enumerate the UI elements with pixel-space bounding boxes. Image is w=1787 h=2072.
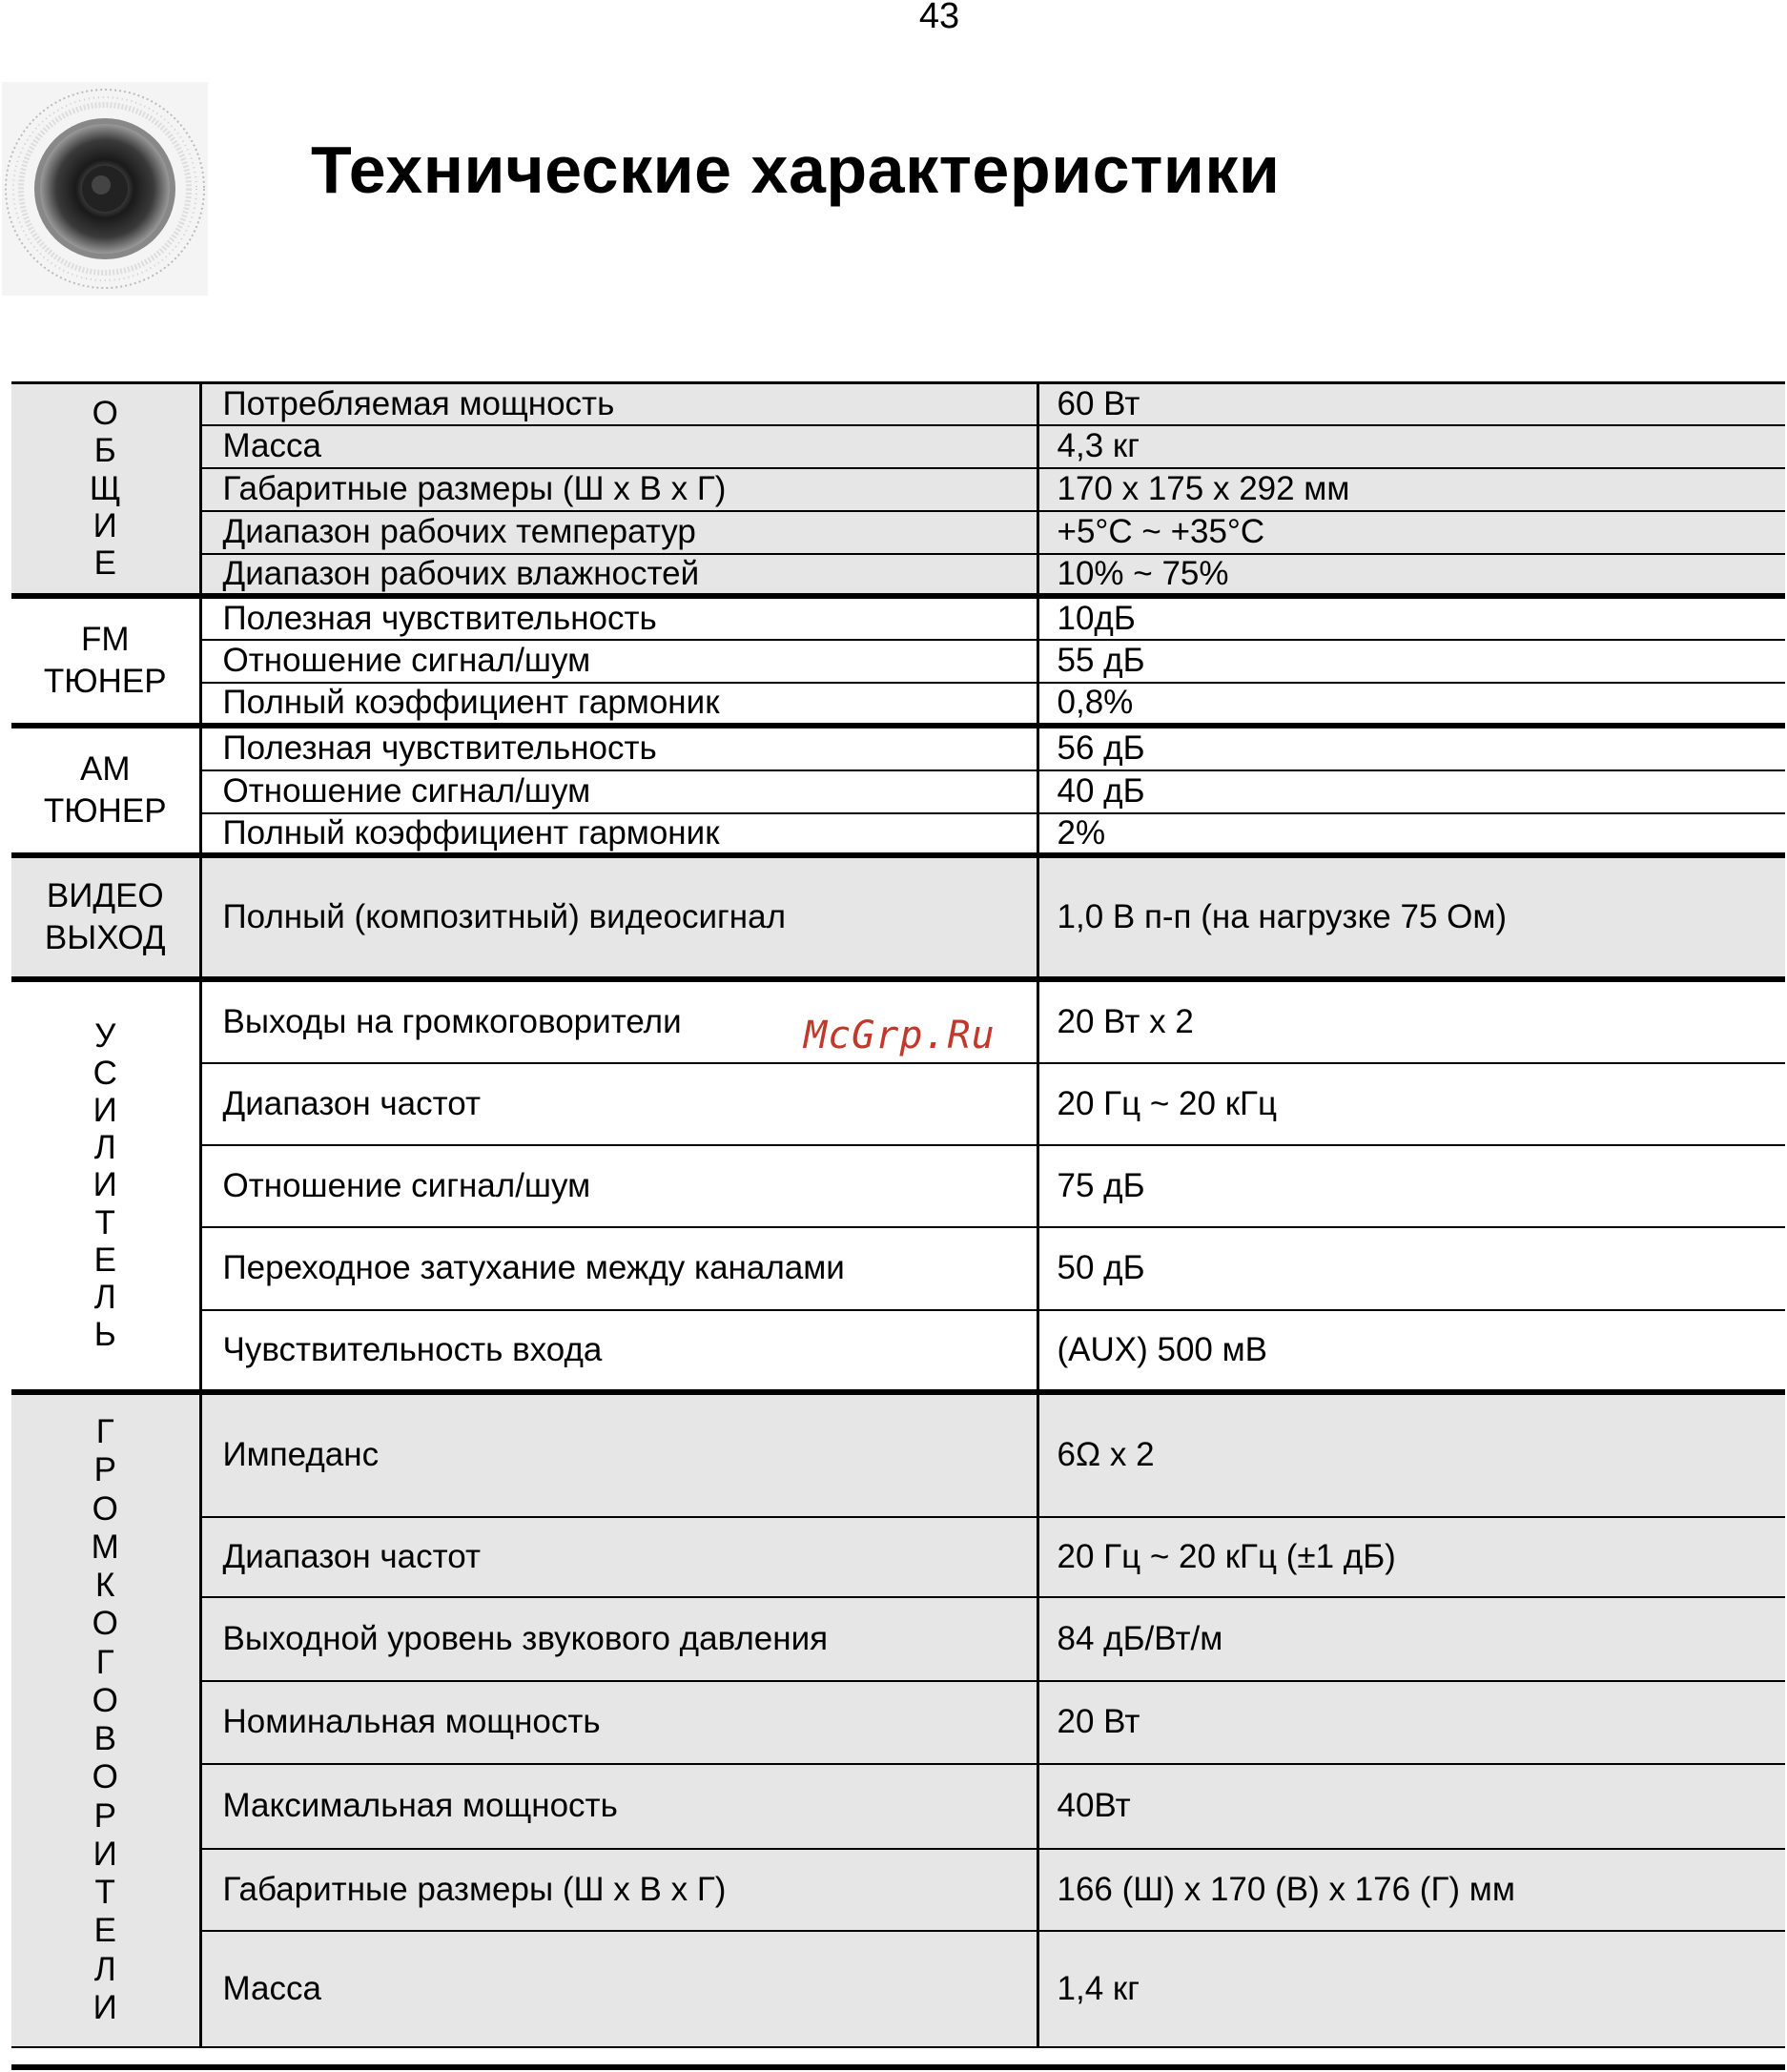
parameter-cell: Диапазон рабочих влажностей (200, 554, 1037, 596)
table-bottom-rule (11, 2064, 1785, 2070)
parameter-cell: Отношение сигнал/шум (200, 640, 1037, 683)
value-cell: 55 дБ (1037, 640, 1785, 683)
value-cell: 20 Вт (1037, 1681, 1785, 1764)
table-row (11, 511, 1785, 554)
table-row (11, 640, 1785, 683)
parameter-cell: Номинальная мощность (200, 1681, 1037, 1764)
parameter-cell: Полезная чувствительность (200, 726, 1037, 770)
value-cell: 75 дБ (1037, 1145, 1785, 1227)
category-cell: О Б Щ И Е (11, 383, 200, 596)
table-row (11, 1681, 1785, 1764)
table-row (11, 1145, 1785, 1227)
parameter-cell: Максимальная мощность (200, 1764, 1037, 1849)
parameter-cell: Отношение сигнал/шум (200, 770, 1037, 813)
value-cell: 4,3 кг (1037, 425, 1785, 468)
table-row (11, 1063, 1785, 1145)
table-row (11, 383, 1785, 425)
category-cell: У С И Л И Т Е Л Ь (11, 979, 200, 1392)
value-cell: 60 Вт (1037, 383, 1785, 425)
parameter-cell: Диапазон частот (200, 1517, 1037, 1597)
value-cell: 170 x 175 x 292 мм (1037, 468, 1785, 511)
parameter-cell: Масса (200, 1931, 1037, 2047)
parameter-cell: Чувствительность входа (200, 1310, 1037, 1392)
value-cell: 20 Гц ~ 20 кГц (±1 дБ) (1037, 1517, 1785, 1597)
value-cell: 40 дБ (1037, 770, 1785, 813)
value-cell: +5°C ~ +35°C (1037, 511, 1785, 554)
parameter-cell: Выходной уровень звукового давления (200, 1597, 1037, 1681)
parameter-cell: Полный (композитный) видеосигнал (200, 855, 1037, 979)
parameter-cell: Полный коэффициент гармоник (200, 813, 1037, 855)
value-cell: 0,8% (1037, 683, 1785, 726)
table-row (11, 468, 1785, 511)
table-row (11, 1227, 1785, 1310)
value-cell: 10дБ (1037, 596, 1785, 640)
specifications-table-body (11, 383, 1785, 2047)
category-cell: AM ТЮНЕР (11, 726, 200, 855)
specifications-table (11, 381, 1785, 2048)
value-cell: (AUX) 500 мВ (1037, 1310, 1785, 1392)
parameter-cell: Потребляемая мощность (200, 383, 1037, 425)
parameter-cell: Полезная чувствительность (200, 596, 1037, 640)
value-cell: 6Ω x 2 (1037, 1392, 1785, 1517)
page-number: 43 (918, 0, 960, 36)
table-row (11, 1931, 1785, 2047)
parameter-cell: Полный коэффициент гармоник (200, 683, 1037, 726)
value-cell: 50 дБ (1037, 1227, 1785, 1310)
parameter-cell: Масса (200, 425, 1037, 468)
table-row (11, 683, 1785, 726)
page-title: Технические характеристики (311, 133, 1281, 207)
table-row (11, 726, 1785, 770)
value-cell: 20 Гц ~ 20 кГц (1037, 1063, 1785, 1145)
table-row (11, 1849, 1785, 1931)
value-cell: 166 (Ш) x 170 (В) x 176 (Г) мм (1037, 1849, 1785, 1931)
value-cell: 40Вт (1037, 1764, 1785, 1849)
table-row (11, 770, 1785, 813)
table-row (11, 425, 1785, 468)
parameter-cell: Отношение сигнал/шум (200, 1145, 1037, 1227)
value-cell: 1,0 В п-п (на нагрузке 75 Ом) (1037, 855, 1785, 979)
table-row (11, 1597, 1785, 1681)
parameter-cell: Импеданс (200, 1392, 1037, 1517)
value-cell: 84 дБ/Вт/м (1037, 1597, 1785, 1681)
value-cell: 20 Вт x 2 (1037, 979, 1785, 1063)
value-cell: 2% (1037, 813, 1785, 855)
parameter-cell: Диапазон рабочих температур (200, 511, 1037, 554)
value-cell: 1,4 кг (1037, 1931, 1785, 2047)
category-cell: Г Р О М К О Г О В О Р И Т Е Л И (11, 1392, 200, 2047)
category-cell: FM ТЮНЕР (11, 596, 200, 726)
parameter-cell: Габаритные размеры (Ш х В х Г) (200, 468, 1037, 511)
parameter-cell: Диапазон частот (200, 1063, 1037, 1145)
speaker-logo-icon (2, 82, 208, 296)
table-row (11, 1392, 1785, 1517)
table-row (11, 813, 1785, 855)
watermark: McGrp.Ru (804, 1014, 996, 1057)
table-row (11, 596, 1785, 640)
table-row (11, 855, 1785, 979)
value-cell: 10% ~ 75% (1037, 554, 1785, 596)
parameter-cell: Выходы на громкоговорители (200, 979, 1037, 1063)
value-cell: 56 дБ (1037, 726, 1785, 770)
parameter-cell: Переходное затухание между каналами (200, 1227, 1037, 1310)
category-cell: ВИДЕО ВЫХОД (11, 855, 200, 979)
table-row (11, 1517, 1785, 1597)
table-row (11, 1310, 1785, 1392)
parameter-cell: Габаритные размеры (Ш х В х Г) (200, 1849, 1037, 1931)
table-row (11, 554, 1785, 596)
table-row (11, 1764, 1785, 1849)
